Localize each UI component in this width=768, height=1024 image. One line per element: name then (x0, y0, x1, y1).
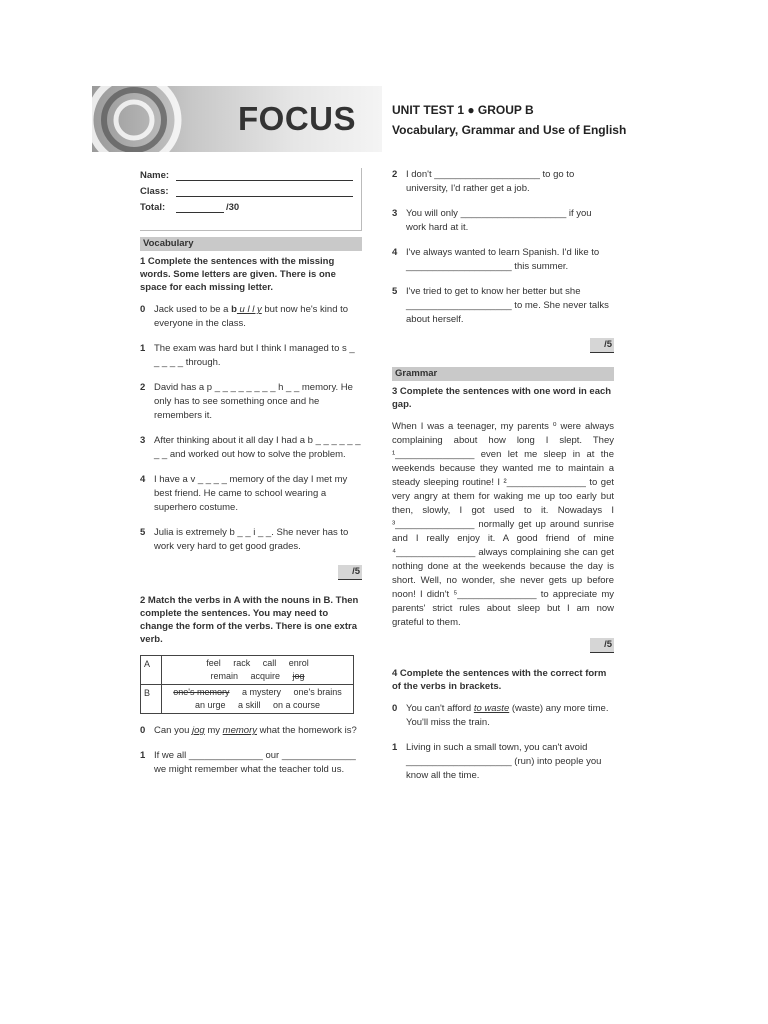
item-text: Living in such a small town, you can't avoid ____________________ (run) into people you know all the time. (406, 742, 602, 781)
item-number: 4 (140, 474, 146, 485)
item-number: 1 (140, 750, 146, 761)
table-row-a (141, 656, 354, 685)
class-label: Class: (140, 186, 169, 197)
item-text: David has a p _ _ _ _ _ _ _ _ h _ _ memory. He only has to see something once and he remembers it. (154, 382, 353, 421)
student-info-box (140, 168, 362, 231)
verb: rack (233, 658, 251, 668)
item-text (154, 303, 362, 331)
item-text: After thinking about it all day I had a b _ _ _ _ _ _ _ _ and worked out how to solve the problem. (154, 435, 361, 460)
exercise-2-score[interactable] (392, 338, 614, 353)
item-number: 3 (392, 208, 398, 219)
item-number: 3 (140, 435, 146, 446)
total-row[interactable] (140, 200, 361, 216)
item-text: You will only ____________________ if you work hard at it. (406, 208, 592, 233)
ex1-item-4[interactable] (140, 473, 362, 515)
ex2-item-1[interactable] (140, 749, 362, 777)
ex4-item-0 (392, 702, 614, 730)
item-number: 2 (140, 382, 146, 393)
item-number: 5 (392, 286, 398, 297)
nouns-cell (162, 685, 354, 714)
name-label: Name: (140, 170, 170, 181)
table-row-b (141, 685, 354, 714)
verb: remain (210, 671, 238, 681)
item-number: 1 (140, 343, 146, 354)
item-number: 0 (392, 703, 398, 714)
item-text (406, 702, 614, 730)
name-row[interactable] (140, 168, 361, 184)
noun: on a course (273, 700, 321, 710)
focus-rings-icon (92, 86, 202, 152)
item-text-part: what the homework is? (256, 725, 357, 736)
verbs-cell (162, 656, 354, 685)
example-answer: u l l y (236, 304, 262, 315)
ex1-item-0 (140, 303, 362, 331)
noun: an urge (194, 700, 226, 710)
item-number: 5 (140, 527, 146, 538)
vocabulary-section-bar: Vocabulary (140, 237, 362, 251)
class-field[interactable] (176, 187, 353, 197)
ex1-item-1[interactable] (140, 342, 362, 370)
item-text-part: Can you (154, 725, 193, 736)
focus-banner (92, 86, 382, 152)
item-text: If we all ______________ our ______________ we might remember what the teacher told us. (154, 750, 356, 775)
item-text-part: but now he's kind to everyone in the class. (154, 304, 349, 329)
verb: feel (206, 658, 221, 668)
item-text-part: my (204, 725, 223, 736)
exercise-1-instructions: 1 Complete the sentences with the missing words. Some letters are given. There is one space for each missing letter. (140, 256, 336, 293)
item-text: Julia is extremely b _ _ i _ _. She never has to work very hard to get good grades. (154, 527, 349, 552)
ex1-item-3[interactable] (140, 434, 362, 462)
verb: enrol (288, 658, 309, 668)
item-text: I've tried to get to know her better but she ____________________ to me. She never talks about herself. (406, 286, 609, 325)
item-number: 0 (140, 725, 146, 736)
item-text (154, 724, 362, 738)
item-text-part: Jack used to be a (154, 304, 232, 315)
exercise-1-score[interactable] (140, 565, 362, 580)
test-header (92, 86, 662, 152)
total-label: Total: (140, 202, 166, 213)
test-subtitle: Vocabulary, Grammar and Use of English (392, 123, 627, 137)
example-answer: jog (192, 725, 205, 736)
noun: a mystery (241, 687, 281, 697)
item-number: 0 (140, 304, 146, 315)
struck-verb: jog (292, 671, 305, 681)
score-box: /5 (590, 338, 614, 353)
item-number: 4 (392, 247, 398, 258)
ex2-item-4[interactable] (392, 246, 614, 274)
grammar-section-bar: Grammar (392, 367, 614, 381)
given-letter: b (231, 304, 237, 315)
item-text: I don't ____________________ to go to university, I'd rather get a job. (406, 169, 575, 194)
ex2-item-5[interactable] (392, 285, 614, 327)
total-field[interactable] (176, 203, 224, 213)
ex2-item-3[interactable] (392, 207, 614, 235)
item-text-part: You can't afford (406, 703, 474, 714)
name-field[interactable] (176, 171, 353, 181)
item-number: 1 (392, 742, 398, 753)
exercise-3-instructions: 3 Complete the sentences with one word in each gap. (392, 386, 612, 410)
exercise-2-instructions: 2 Match the verbs in A with the nouns in B. Then complete the sentences. You may need to change the form of the verbs. There is one extra verb. (140, 595, 359, 645)
right-column (392, 168, 614, 794)
example-answer: to waste (473, 703, 510, 714)
item-text: I've always wanted to learn Spanish. I'd like to ____________________ this summer. (406, 247, 600, 272)
example-answer: memory (222, 725, 257, 736)
item-text: I have a v _ _ _ _ memory of the day I met my best friend. He came to school wearing a superhero costume. (154, 474, 348, 513)
class-row[interactable] (140, 184, 361, 200)
verb-noun-table (140, 655, 354, 714)
exercise-4-instructions: 4 Complete the sentences with the correct form of the verbs in brackets. (392, 668, 607, 692)
exercise-3-text[interactable]: When I was a teenager, my parents ⁰ were always complaining about how long I slept. They ¹_______________ even let me sleep in at the weekends because they wanted me to maintain a steady sleeping routine! I ²_______________ to get very angry at them for waking me up too early but then, slowly, I got used to it. Nowadays I ³_______________ normally get up around sunrise and I really enjoy it. A good friend of mine ⁴_______________ always complaining she can get nothing done at the weekends because the day is short. Well, no wonder, she never gets up before noon! I didn't ⁵_______________ to appreciate my parents' strict rules about sleep but I am now grateful to them. (392, 421, 614, 628)
row-key-b: B (141, 685, 162, 714)
row-key-a: A (141, 656, 162, 685)
score-box: /5 (590, 638, 614, 653)
score-box: /5 (338, 565, 362, 580)
total-max: /30 (226, 202, 240, 213)
test-title: UNIT TEST 1 ● GROUP B (392, 103, 534, 117)
item-text: The exam was hard but I think I managed to s _ _ _ _ _ through. (154, 343, 355, 368)
left-column (140, 168, 362, 788)
noun: one's brains (293, 687, 342, 697)
verb: acquire (250, 671, 281, 681)
exercise-3-score[interactable] (392, 638, 614, 653)
item-text-part: (waste) any more time. You'll miss the train. (406, 703, 609, 728)
struck-noun: one's memory (173, 687, 230, 697)
focus-logo: FOCUS (238, 100, 356, 137)
item-number: 2 (392, 169, 398, 180)
ex1-item-2[interactable] (140, 381, 362, 423)
ex2-item-0 (140, 724, 362, 738)
noun: a skill (237, 700, 261, 710)
verb: call (262, 658, 277, 668)
ex1-item-5[interactable] (140, 526, 362, 554)
ex2-item-2[interactable] (392, 168, 614, 196)
ex4-item-1[interactable] (392, 741, 614, 783)
